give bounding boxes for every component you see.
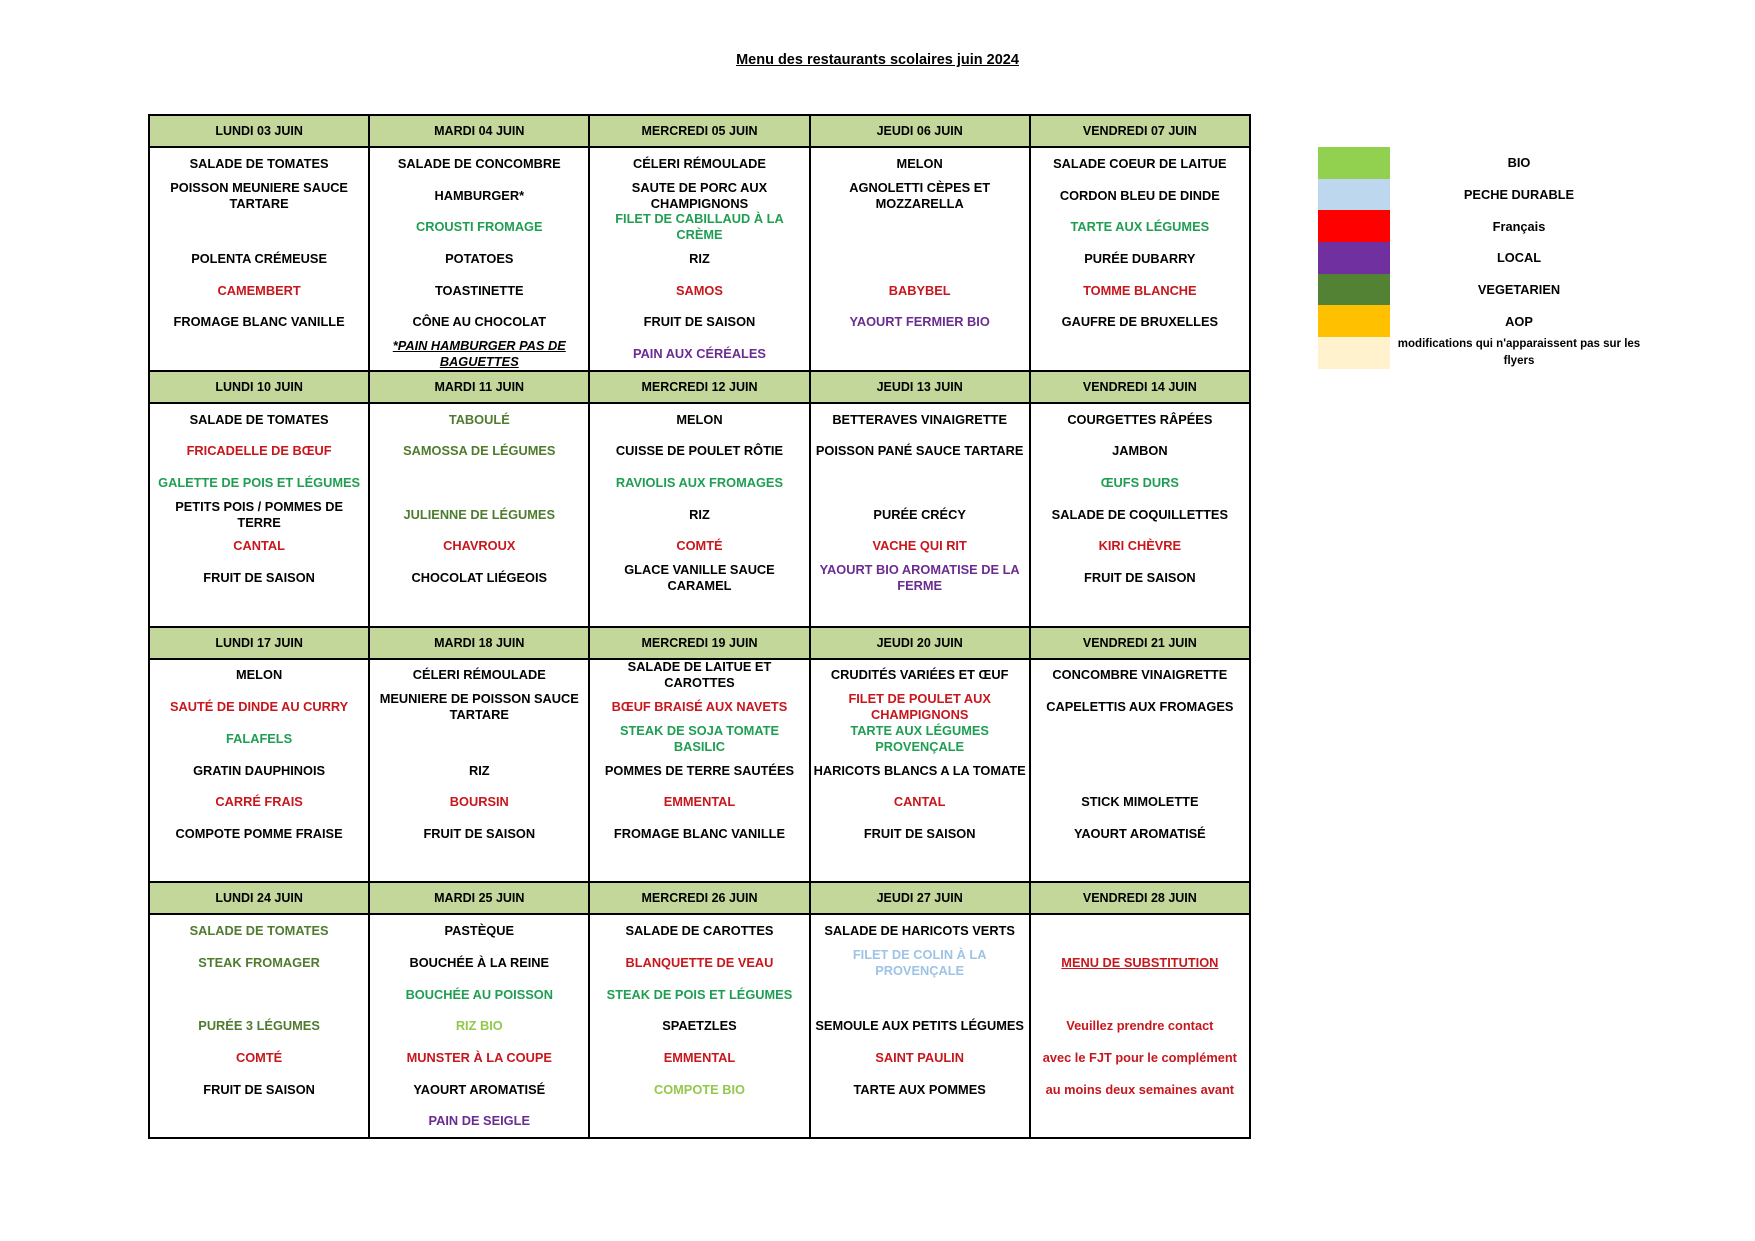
menu-item: PETITS POIS / POMMES DE TERRE [175,498,343,530]
menu-item: PASTÈQUE [444,923,514,939]
menu-item: HARICOTS BLANCS A LA TOMATE [813,762,1026,778]
menu-item: BOUCHÉE AU POISSON [405,986,553,1002]
menu-item: SEMOULE AUX PETITS LÉGUMES [815,1018,1024,1034]
menu-item: POTATOES [445,250,514,266]
legend-item [1318,210,1648,242]
menu-empty-slot [370,594,588,626]
menu-item: GAUFRE DE BRUXELLES [1061,314,1219,330]
menu-item: CONCOMBRE VINAIGRETTE [1052,667,1228,683]
menu-empty-slot [811,211,1029,243]
legend-item [1318,274,1648,306]
legend-swatch [1318,337,1390,369]
menu-empty-slot [811,467,1029,499]
menu-item: TARTE AUX LÉGUMES [1070,219,1210,235]
menu-item: RAVIOLIS AUX FROMAGES [615,475,783,491]
day-header: JEUDI 20 JUIN [810,627,1030,659]
menu-empty-slot [150,1106,368,1138]
menu-item: VACHE QUI RIT [872,538,967,554]
menu-item: au moins deux semaines avant [1045,1081,1235,1097]
menu-item: CHAVROUX [443,538,516,554]
menu-empty-slot [1031,723,1249,755]
menu-item: TOASTINETTE [434,282,524,298]
menu-empty-slot [811,979,1029,1011]
menu-item: TARTE AUX LÉGUMES PROVENÇALE [850,722,989,754]
menu-item: JULIENNE DE LÉGUMES [403,506,555,522]
menu-item: TOMME BLANCHE [1083,282,1197,298]
menu-item: AGNOLETTI CÈPES ET MOZZARELLA [849,179,991,211]
menu-item: CHOCOLAT LIÉGEOIS [411,570,548,586]
day-header: MERCREDI 12 JUIN [589,371,809,403]
menu-item: FALAFELS [226,730,293,746]
menu-item: MELON [235,667,283,683]
menu-item: SAINT PAULIN [875,1050,964,1066]
day-menu [149,659,369,883]
menu-item: KIRI CHÈVRE [1098,538,1182,554]
menu-item: SALADE DE COQUILLETTES [1051,506,1228,522]
menu-item: PAIN DE SEIGLE [428,1113,530,1129]
menu-empty-slot [590,850,808,882]
menu-item: MENU DE SUBSTITUTION [1061,954,1219,970]
menu-item: YAOURT AROMATISÉ [413,1081,546,1097]
day-header: VENDREDI 14 JUIN [1030,371,1250,403]
menu-item: BOURSIN [449,794,509,810]
menu-item: COMPOTE BIO [653,1081,745,1097]
legend-label: Français [1492,218,1546,234]
menu-item: ŒUFS DURS [1100,475,1179,491]
menu-item: EMMENTAL [663,1050,736,1066]
day-header: LUNDI 03 JUIN [149,115,369,147]
day-header: LUNDI 10 JUIN [149,371,369,403]
day-menu [589,659,809,883]
menu-item: CORDON BLEU DE DINDE [1059,187,1220,203]
menu-item: RIZ [468,762,490,778]
menu-item: FRUIT DE SAISON [203,1081,315,1097]
legend-item [1318,242,1648,274]
day-menu [589,914,809,1138]
menu-item: FILET DE CABILLAUD À LA CRÈME [615,211,784,243]
menu-empty-slot [150,338,368,370]
menu-item: TABOULÉ [448,411,510,427]
menu-item: BOUCHÉE À LA REINE [409,954,550,970]
menu-item: SALADE DE CAROTTES [625,923,774,939]
menu-item: PAIN AUX CÉRÉALES [632,345,766,361]
menu-empty-slot [370,723,588,755]
legend-label: AOP [1505,313,1533,329]
menu-item: CAMEMBERT [217,282,301,298]
day-menu [810,659,1030,883]
day-header: VENDREDI 28 JUIN [1030,882,1250,914]
menu-item: RIZ [689,250,710,266]
menu-empty-slot [150,850,368,882]
menu-empty-slot [1031,594,1249,626]
menu-item: COURGETTES RÂPÉES [1067,411,1213,427]
day-menu [810,914,1030,1138]
day-header: MARDI 04 JUIN [369,115,589,147]
menu-item: CANTAL [893,794,946,810]
menu-item: FILET DE POULET AUX CHAMPIGNONS [848,691,991,723]
menu-item: RIZ [689,506,710,522]
week-table [148,114,1251,372]
day-header: JEUDI 27 JUIN [810,882,1030,914]
legend-swatch [1318,179,1390,211]
menu-item: SALADE DE LAITUE ET CAROTTES [627,659,772,691]
menu-item: YAOURT FERMIER BIO [849,314,990,330]
color-legend [1318,147,1648,369]
menu-item: POISSON MEUNIERE SAUCE TARTARE [170,179,348,211]
menu-item: YAOURT BIO AROMATISE DE LA FERME [819,562,1020,594]
menu-item: PURÉE CRÉCY [873,506,966,522]
menu-item: HAMBURGER* [434,187,525,203]
menu-item: BLANQUETTE DE VEAU [625,954,774,970]
menu-item: FRUIT DE SAISON [203,570,315,586]
menu-item: POMMES DE TERRE SAUTÉES [604,762,795,778]
menu-item: PURÉE DUBARRY [1084,250,1196,266]
legend-item [1318,179,1648,211]
legend-label: VEGETARIEN [1477,282,1561,298]
legend-item [1318,305,1648,337]
menu-item: FRICADELLE DE BŒUF [186,443,332,459]
day-header: MERCREDI 26 JUIN [589,882,809,914]
menu-item: FRUIT DE SAISON [863,825,976,841]
legend-item [1318,147,1648,179]
day-menu [1030,914,1250,1138]
day-menu [1030,659,1250,883]
day-menu [149,147,369,371]
menu-item: STEAK DE SOJA TOMATE BASILIC [619,722,779,754]
legend-swatch [1318,147,1390,179]
legend-swatch [1318,274,1390,306]
menu-item: MEUNIERE DE POISSON SAUCE TARTARE [379,691,579,723]
menu-item: CUISSE DE POULET RÔTIE [615,443,784,459]
menu-empty-slot [370,850,588,882]
menu-item: *PAIN HAMBURGER PAS DE BAGUETTES [392,337,566,369]
day-menu [589,147,809,371]
day-menu [810,403,1030,627]
menu-item: avec le FJT pour le complément [1042,1050,1237,1066]
week-table [148,881,1251,1139]
page-title: Menu des restaurants scolaires juin 2024 [736,52,1019,68]
menu-item: YAOURT AROMATISÉ [1073,825,1206,841]
menu-item: STEAK DE POIS ET LÉGUMES [606,986,793,1002]
menu-item: GALETTE DE POIS ET LÉGUMES [158,475,361,491]
menu-item: STICK MIMOLETTE [1081,794,1199,810]
week-table [148,626,1251,884]
menu-item: CÉLERI RÉMOULADE [412,667,546,683]
menu-item: CROUSTI FROMAGE [416,219,543,235]
menu-empty-slot [150,594,368,626]
menu-item: SALADE DE TOMATES [189,923,329,939]
menu-item: POLENTA CRÉMEUSE [191,250,327,266]
menu-item: EMMENTAL [663,794,736,810]
legend-label: LOCAL [1496,250,1542,266]
menu-empty-slot [590,1106,808,1138]
menu-item: MUNSTER À LA COUPE [406,1050,552,1066]
menu-item: FRUIT DE SAISON [643,314,756,330]
menu-empty-slot [811,338,1029,370]
legend-swatch [1318,305,1390,337]
menu-item: COMPOTE POMME FRAISE [175,825,343,841]
menu-item: SALADE DE TOMATES [189,155,329,171]
menu-item: SAUTE DE PORC AUX CHAMPIGNONS [631,179,768,211]
menu-empty-slot [1031,979,1249,1011]
menu-item: CÉLERI RÉMOULADE [632,155,766,171]
day-menu [369,147,589,371]
menu-empty-slot [1031,1106,1249,1138]
menu-item: CAPELETTIS AUX FROMAGES [1046,699,1234,715]
menu-item: FILET DE COLIN À LA PROVENÇALE [852,946,987,978]
menu-item: CARRÉ FRAIS [215,794,303,810]
day-header: VENDREDI 21 JUIN [1030,627,1250,659]
menu-empty-slot [370,467,588,499]
legend-label: modifications qui n'apparaissent pas sur les flyers [1397,337,1641,367]
day-menu [1030,403,1250,627]
day-menu [149,914,369,1138]
day-header: MERCREDI 19 JUIN [589,627,809,659]
menu-item: STEAK FROMAGER [198,954,320,970]
menu-item: SALADE COEUR DE LAITUE [1053,155,1227,171]
day-menu [369,403,589,627]
menu-item: PURÉE 3 LÉGUMES [198,1018,320,1034]
day-header: LUNDI 17 JUIN [149,627,369,659]
day-header: VENDREDI 07 JUIN [1030,115,1250,147]
menu-empty-slot [150,211,368,243]
menu-item: SAUTÉ DE DINDE AU CURRY [169,699,349,715]
menu-item: POISSON PANÉ SAUCE TARTARE [815,443,1024,459]
week-table [148,370,1251,628]
menu-item: MELON [676,411,723,427]
menu-item: SALADE DE TOMATES [189,411,329,427]
menu-empty-slot [1031,338,1249,370]
menu-item: CRUDITÉS VARIÉES ET ŒUF [830,667,1009,683]
menu-item: FRUIT DE SAISON [423,825,536,841]
menu-empty-slot [1031,850,1249,882]
day-header: JEUDI 06 JUIN [810,115,1030,147]
menu-item: BŒUF BRAISÉ AUX NAVETS [611,699,788,715]
day-menu [369,659,589,883]
menu-item: GLACE VANILLE SAUCE CARAMEL [624,562,775,594]
day-header: MARDI 11 JUIN [369,371,589,403]
day-menu [369,914,589,1138]
menu-item: RIZ BIO [455,1018,503,1034]
menu-item: GRATIN DAUPHINOIS [193,762,326,778]
legend-swatch [1318,210,1390,242]
menu-item: BETTERAVES VINAIGRETTE [832,411,1007,427]
menu-item: COMTÉ [676,538,723,554]
menu-item: COMTÉ [235,1050,283,1066]
menu-empty-slot [1031,755,1249,787]
menu-item: FROMAGE BLANC VANILLE [613,825,786,841]
legend-label: BIO [1507,155,1531,171]
menu-item: SPAETZLES [662,1018,737,1034]
day-header: MARDI 25 JUIN [369,882,589,914]
menu-item: SAMOS [676,282,723,298]
menu-item: FRUIT DE SAISON [1084,570,1196,586]
menu-item: FROMAGE BLANC VANILLE [173,314,345,330]
legend-label: PECHE DURABLE [1463,187,1575,203]
menu-empty-slot [811,1106,1029,1138]
menu-item: Veuillez prendre contact [1066,1018,1214,1034]
menu-grid [148,114,1249,1139]
legend-swatch [1318,242,1390,274]
menu-empty-slot [811,850,1029,882]
menu-item: CÔNE AU CHOCOLAT [412,314,547,330]
day-menu [1030,147,1250,371]
menu-empty-slot [811,243,1029,275]
day-menu [149,403,369,627]
menu-item: CANTAL [233,538,285,554]
day-header: MARDI 18 JUIN [369,627,589,659]
menu-empty-slot [1031,915,1249,947]
day-header: JEUDI 13 JUIN [810,371,1030,403]
day-header: LUNDI 24 JUIN [149,882,369,914]
menu-item: SAMOSSA DE LÉGUMES [403,443,556,459]
menu-item: TARTE AUX POMMES [853,1081,986,1097]
menu-empty-slot [150,979,368,1011]
menu-empty-slot [811,594,1029,626]
menu-item: BABYBEL [888,282,951,298]
day-header: MERCREDI 05 JUIN [589,115,809,147]
menu-item: MELON [896,155,943,171]
legend-item [1318,337,1648,369]
day-menu [810,147,1030,371]
menu-empty-slot [590,594,808,626]
day-menu [589,403,809,627]
menu-item: JAMBON [1112,443,1168,459]
menu-item: SALADE DE CONCOMBRE [397,155,561,171]
menu-item: SALADE DE HARICOTS VERTS [824,923,1015,939]
